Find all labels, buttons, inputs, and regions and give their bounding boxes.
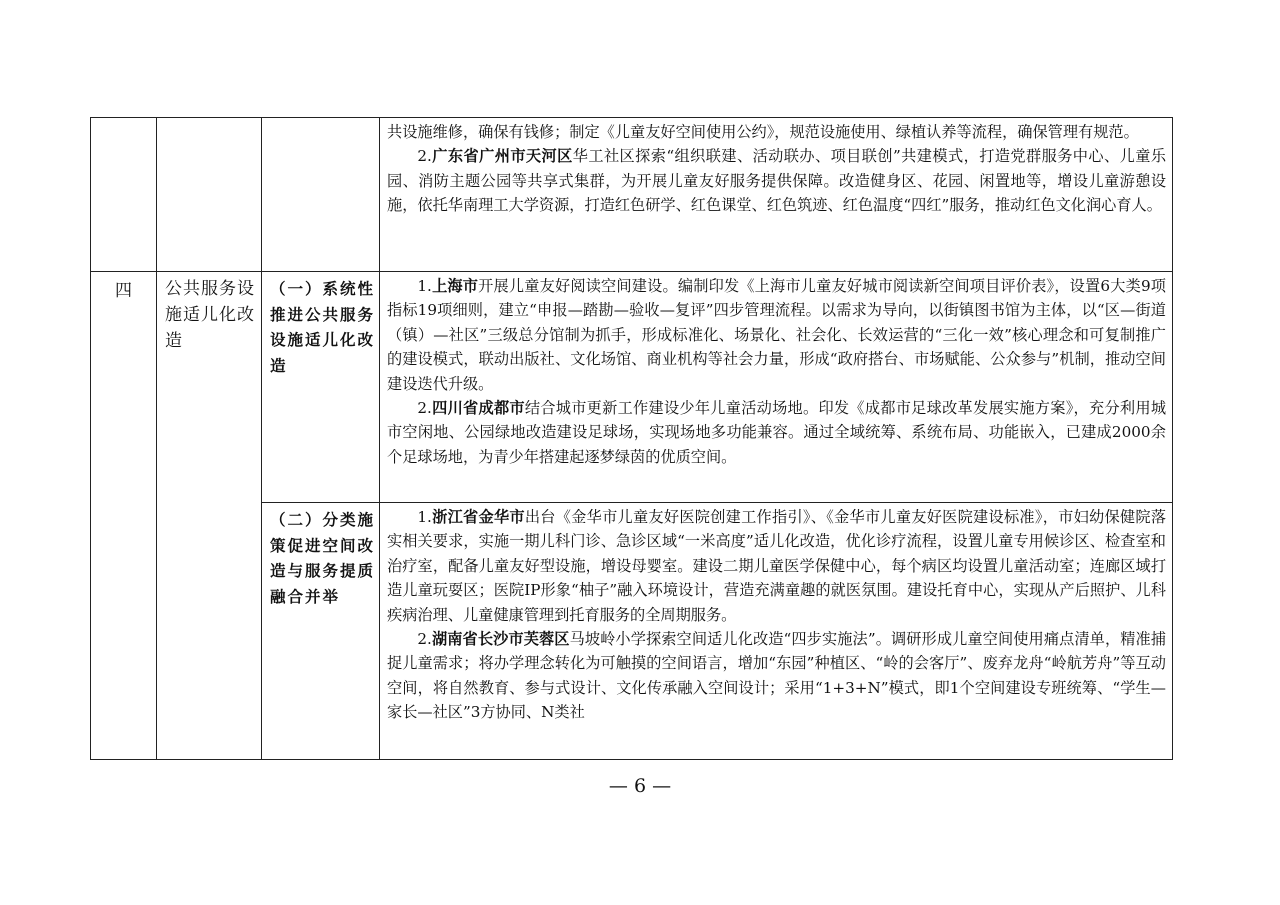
page-number: — 6 — xyxy=(608,775,672,797)
location-name: 广东省广州市天河区 xyxy=(431,147,573,166)
category-cell xyxy=(157,118,262,272)
item-text: 出台《金华市儿童友好医院创建工作指引》、《金华市儿童友好医院建设标准》，市妇幼保健院落实相关要求，实施一期儿科门诊、急诊区域“一米高度”适儿化改造，优化诊疗流程，设置儿童专用候诊区、检查室和治疗室，配备儿童友好型设施，增设母婴室。建设二期儿童医学保健中心，每个病区均设置儿童活动室；连廊区域打造儿童玩耍区；医院IP形象“柚子”融入环境设计，营造充满童趣的就医氛围。建设托育中心，实现从产后照护、儿科疾病治理、儿童健康管理到托育服务的全周期服务。 xyxy=(387,508,1167,624)
item-number: 2. xyxy=(417,147,432,166)
subcategory-cell: （二）分类施策促进空间改造与服务提质融合并举 xyxy=(262,503,380,760)
paragraph xyxy=(387,396,1166,469)
item-text: 结合城市更新工作建设少年儿童活动场地。印发《成都市足球改革发展实施方案》，充分利用城市空闲地、公园绿地改造建设足球场，实现场地多功能兼容。通过全域统筹、系统布局、功能嵌入，已建成2000余个足球场地，为青少年搭建起逐梦绿茵的优质空间。 xyxy=(387,399,1167,466)
table-row xyxy=(91,272,1173,503)
paragraph xyxy=(387,627,1166,725)
item-number: 1. xyxy=(417,277,432,295)
item-text: 开展儿童友好阅读空间建设。编制印发《上海市儿童友好城市阅读新空间项目评价表》，设置6大类9项指标19项细则，建立“申报—踏勘—验收—复评”四步管理流程。以需求为导向，以街镇图书馆为主体，以“区—街道（镇）—社区”三级总分馆制为抓手，形成标准化、场景化、社会化、长效运营的“三化一效”核心理念和可复制推广的建设模式，联动出版社、文化场馆、商业机构等社会力量，形成“政府搭台、市场赋能、公众参与”机制，推动空间建设迭代升级。 xyxy=(387,277,1166,393)
subcategory-cell: （一）系统性推进公共服务设施适儿化改造 xyxy=(262,272,380,503)
item-number: 1. xyxy=(417,508,432,526)
item-text: 马坡岭小学探索空间适儿化改造“四步实施法”。调研形成儿童空间使用痛点清单，精准捕捉儿童需求；将办学理念转化为可触摸的空间语言，增加“东园”种植区、“岭的会客厅”、废弃龙舟“岭航芳舟”等互动空间，将自然教育、参与式设计、文化传承融入空间设计；采用“1+3+N”模式，即1个空间建设专班统筹、“学生—家长—社区”3方协同、N类社 xyxy=(387,630,1167,722)
paragraph xyxy=(387,144,1166,217)
content-cell xyxy=(380,503,1173,760)
category-cell: 公共服务设施适儿化改造 xyxy=(157,272,262,760)
subcategory-cell xyxy=(262,118,380,272)
row-number-cell: 四 xyxy=(91,272,157,760)
location-name: 四川省成都市 xyxy=(431,399,525,418)
table-row xyxy=(91,118,1173,272)
location-name: 上海市 xyxy=(431,277,479,295)
policy-table xyxy=(90,117,1173,760)
location-name: 湖南省长沙市芙蓉区 xyxy=(431,630,570,649)
item-number: 2. xyxy=(417,630,432,649)
item-text: 华工社区探索“组织联建、活动联办、项目联创”共建模式，打造党群服务中心、儿童乐园、消防主题公园等共享式集群，为开展儿童友好服务提供保障。改造健身区、花园、闲置地等，增设儿童游憩设施，依托华南理工大学资源，打造红色研学、红色课堂、红色筑迹、红色温度“四红”服务，推动红色文化润心育人。 xyxy=(387,147,1167,215)
row-number-cell xyxy=(91,118,157,272)
content-cell xyxy=(380,272,1173,503)
location-name: 浙江省金华市 xyxy=(431,508,525,526)
item-number: 2. xyxy=(417,399,432,418)
paragraph: 共设施维修，确保有钱修；制定《儿童友好空间使用公约》，规范设施使用、绿植认养等流程，确保管理有规范。 xyxy=(387,123,1139,141)
content-cell xyxy=(380,118,1173,272)
paragraph xyxy=(387,274,1166,396)
paragraph xyxy=(387,505,1166,627)
